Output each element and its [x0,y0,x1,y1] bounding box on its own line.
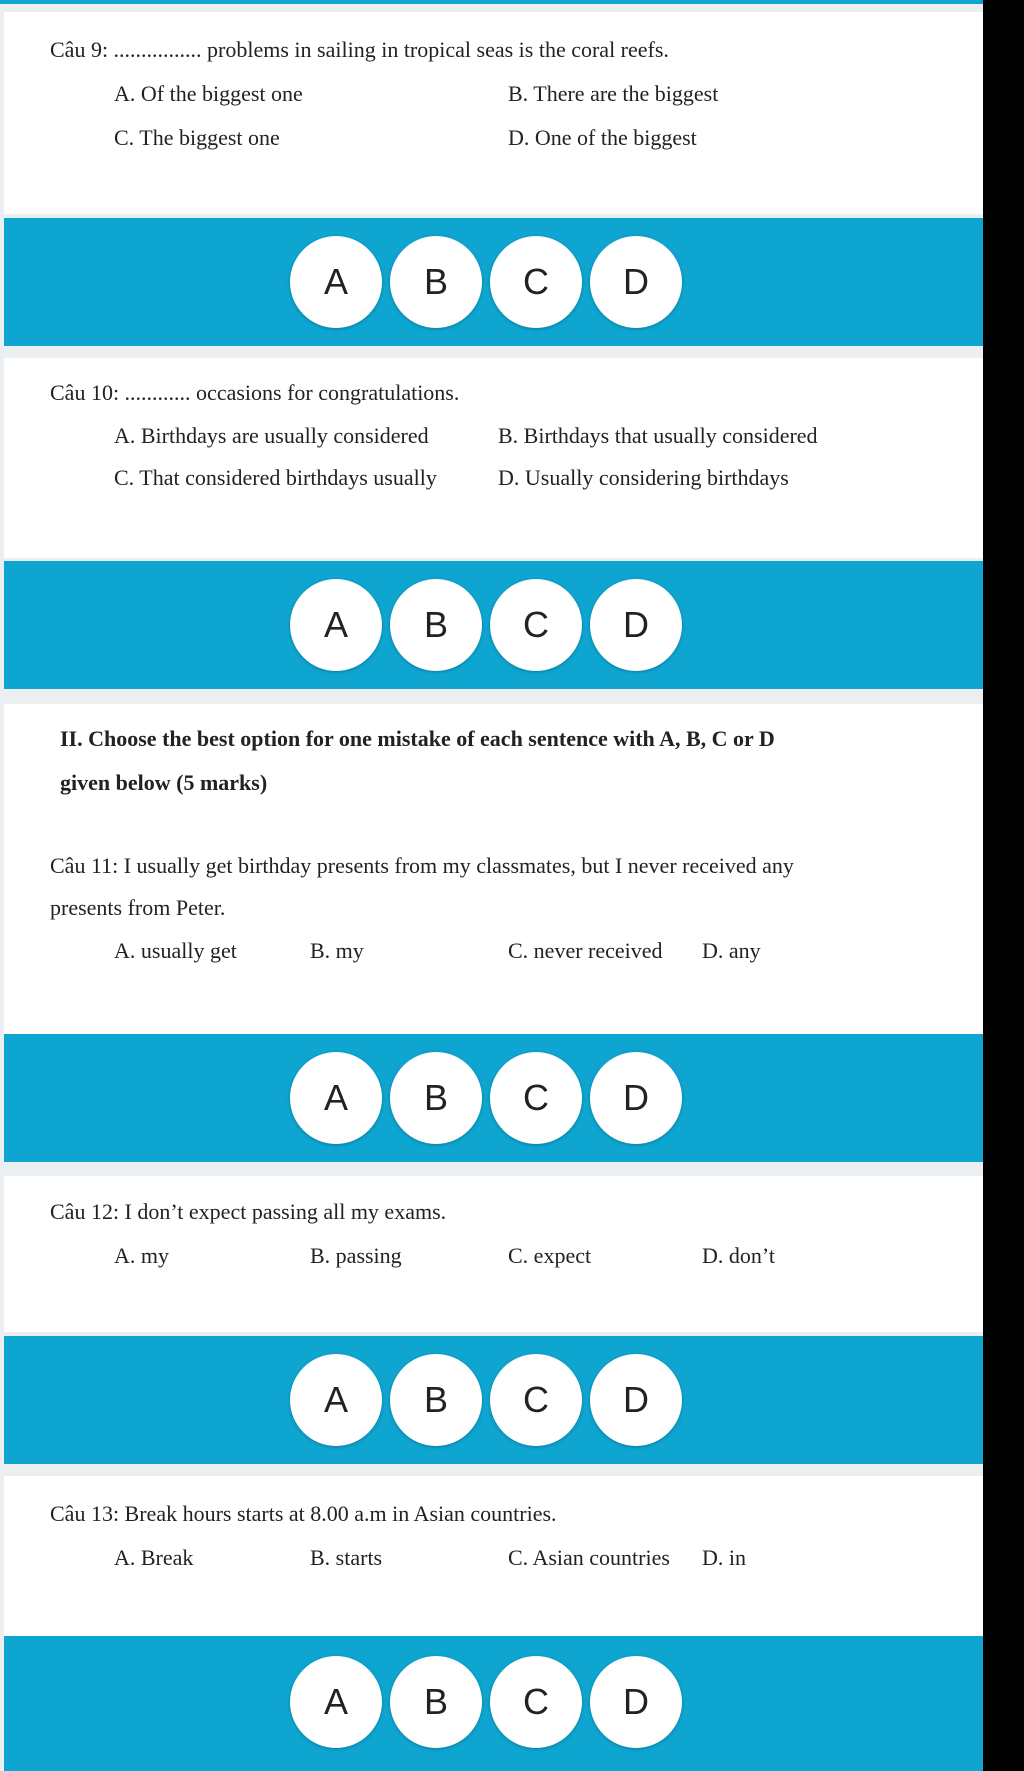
question-card-12 [4,1176,983,1332]
answer-button-d[interactable]: D [590,579,682,671]
answer-button-c[interactable]: C [490,579,582,671]
answer-button-a[interactable]: A [290,1052,382,1144]
option-c: C. The biggest one [114,125,280,150]
question-stem: Câu 12: I don’t expect passing all my exams. [50,1199,447,1224]
option-d: D. One of the biggest [508,125,697,150]
answer-button-a[interactable]: A [290,1656,382,1748]
option-a: A. Break [114,1545,194,1570]
question-card-9 [4,12,983,214]
answer-bar-12 [4,1336,983,1464]
option-c: C. That considered birthdays usually [114,465,437,490]
option-a: A. usually get [114,938,237,963]
answer-bar-13 [4,1636,983,1771]
answer-button-a[interactable]: A [290,236,382,328]
answer-bar-10 [4,561,983,689]
answer-bar-11 [4,1034,983,1162]
option-c: C. expect [508,1243,592,1268]
question-stem: Câu 10: ............ occasions for congratulations. [50,380,460,405]
option-c: C. never received [508,938,663,963]
answer-button-d[interactable]: D [590,1052,682,1144]
answer-button-d[interactable]: D [590,1354,682,1446]
answer-button-c[interactable]: C [490,1656,582,1748]
option-a: A. Birthdays are usually considered [114,423,429,448]
option-a: A. my [114,1243,169,1268]
answer-button-b[interactable]: B [390,1052,482,1144]
option-b: B. There are the biggest [508,81,719,106]
section-heading-line2: given below (5 marks) [60,770,268,795]
answer-button-b[interactable]: B [390,1656,482,1748]
answer-button-a[interactable]: A [290,579,382,671]
option-d: D. don’t [702,1243,775,1268]
option-d: D. any [702,938,761,963]
option-c: C. Asian countries [508,1545,670,1570]
option-b: B. Birthdays that usually considered [498,423,818,448]
answer-button-b[interactable]: B [390,1354,482,1446]
section-heading: II. Choose the best option for one mistake of each sentence with A, B, C or D [60,726,775,751]
answer-button-c[interactable]: C [490,236,582,328]
top-accent-strip [0,0,983,4]
option-d: D. in [702,1545,746,1570]
answer-button-b[interactable]: B [390,579,482,671]
question-stem-line2: presents from Peter. [50,895,226,920]
option-a: A. Of the biggest one [114,81,303,106]
answer-button-b[interactable]: B [390,236,482,328]
answer-button-c[interactable]: C [490,1052,582,1144]
question-stem: Câu 11: I usually get birthday presents from my classmates, but I never received any [50,853,794,878]
question-stem: Câu 9: ................ problems in sailing in tropical seas is the coral reefs. [50,37,669,62]
option-b: B. my [310,938,364,963]
answer-bar-9 [4,218,983,346]
option-d: D. Usually considering birthdays [498,465,789,490]
answer-button-d[interactable]: D [590,1656,682,1748]
option-b: B. starts [310,1545,383,1570]
answer-button-a[interactable]: A [290,1354,382,1446]
answer-button-d[interactable]: D [590,236,682,328]
question-card-13 [4,1476,983,1636]
answer-button-c[interactable]: C [490,1354,582,1446]
option-b: B. passing [310,1243,402,1268]
question-stem: Câu 13: Break hours starts at 8.00 a.m in Asian countries. [50,1501,557,1526]
question-card-11 [4,704,983,1034]
question-card-10 [4,358,983,558]
